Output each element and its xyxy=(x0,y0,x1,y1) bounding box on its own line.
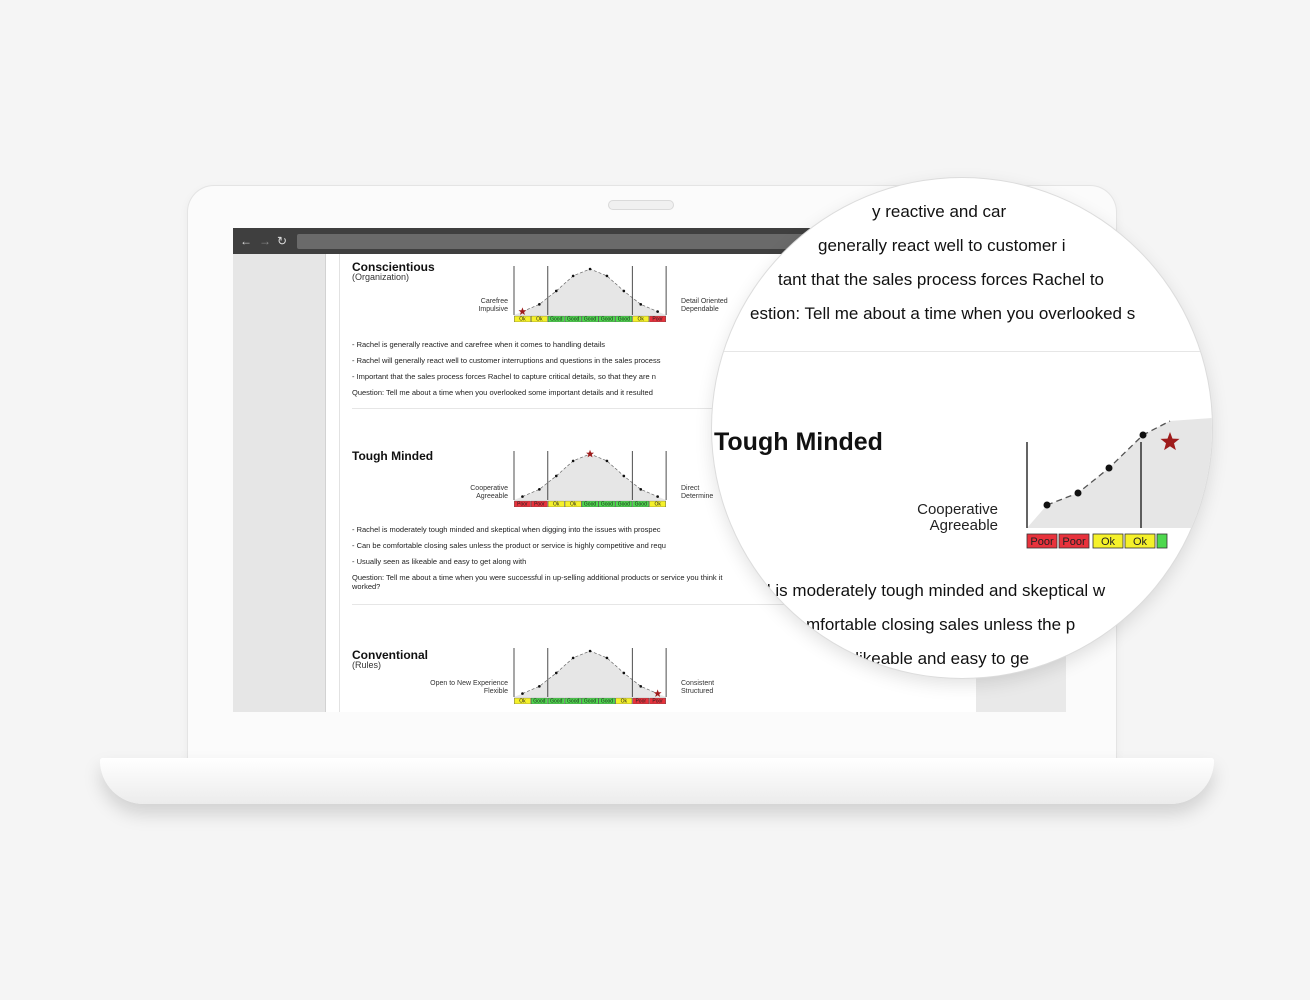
note-line: - Rachel is generally reactive and carefree when it comes to handling details xyxy=(352,340,606,349)
low-trait-label: Carefree Impulsive xyxy=(478,298,508,313)
rating-band-label: Poor xyxy=(652,698,663,704)
score-point xyxy=(521,692,524,695)
score-point xyxy=(639,685,642,688)
distribution-curve-fill xyxy=(514,269,666,315)
note-line: - Rachel will generally react well to customer interruptions and questions in the sales process xyxy=(352,356,661,365)
score-point xyxy=(606,657,609,660)
score-point xyxy=(589,650,592,653)
zoom-text-line: comfortable closing sales unless the p xyxy=(788,615,1076,634)
zoom-trait-chart xyxy=(1012,418,1212,558)
score-point xyxy=(623,672,626,675)
rating-band-label: Good xyxy=(600,316,614,322)
zoom-section-title: Tough Minded xyxy=(714,428,883,456)
score-point xyxy=(589,268,592,271)
rating-band-label: Poor xyxy=(635,698,647,704)
rating-band-label: Ok xyxy=(1100,536,1116,548)
rating-band-label: Poor xyxy=(1030,536,1054,548)
score-point xyxy=(538,488,541,491)
score-point xyxy=(656,495,659,498)
high-trait-label: Consistent Structured xyxy=(681,680,715,695)
score-point xyxy=(1044,502,1051,509)
rating-band-label: Good xyxy=(583,316,597,322)
note-line: - Important that the sales process forces Rachel to capture critical details, so that they are n xyxy=(352,372,656,381)
zoom-text-line: generally react well to customer i xyxy=(818,236,1066,255)
zoom-low-trait-label: Cooperative Agreeable xyxy=(917,501,998,534)
reload-icon[interactable]: ↻ xyxy=(277,234,288,248)
zoom-text-line: estion: Tell me about a time when you overlooked s xyxy=(750,304,1136,323)
section-subtitle: (Rules) xyxy=(352,660,382,670)
rating-band-label: Ok xyxy=(519,316,526,322)
trait-chart xyxy=(504,445,674,507)
score-point xyxy=(555,672,558,675)
rating-band-label: Good xyxy=(600,698,614,704)
rating-band-label: Good xyxy=(583,501,597,507)
interview-question: Question: Tell me about a time when you overlooked some important details and it resulted xyxy=(352,388,653,397)
rating-band-label: Good xyxy=(634,501,647,507)
rating-band-label: Good xyxy=(550,316,563,322)
rating-band-label: Good xyxy=(567,316,580,322)
forward-arrow-icon[interactable]: → xyxy=(259,234,271,248)
score-point xyxy=(623,290,626,293)
rating-band-label: Ok xyxy=(654,501,661,507)
rating-band-label: Poor xyxy=(534,501,545,507)
score-point xyxy=(606,460,609,463)
section-title: Conventional xyxy=(352,648,429,662)
rating-band xyxy=(1157,534,1167,548)
rating-band-label: Ok xyxy=(620,698,628,704)
low-trait-label: Cooperative Agreeable xyxy=(470,485,508,500)
score-point xyxy=(572,460,575,463)
zoom-text-line: hel is moderately tough minded and skeptical w xyxy=(748,581,1106,600)
score-point xyxy=(555,475,558,478)
section-title: Tough Minded xyxy=(352,449,434,463)
note-line: - Usually seen as likeable and easy to get along with xyxy=(352,557,527,566)
rating-band-label: Good xyxy=(567,698,580,704)
rating-band-label: Ok xyxy=(637,316,644,322)
rating-band-label: Ok xyxy=(519,698,526,704)
section-title: Conscientious xyxy=(352,260,435,274)
score-point xyxy=(572,275,575,278)
score-point xyxy=(639,303,642,306)
camera-notch xyxy=(608,200,674,210)
score-point xyxy=(1140,432,1147,439)
distribution-curve-fill xyxy=(514,651,666,697)
rating-band-label: Good xyxy=(617,316,630,322)
rating-band-label: Good xyxy=(533,698,546,704)
score-point xyxy=(572,657,575,660)
zoom-divider xyxy=(712,351,1212,352)
rating-band-label: Ok xyxy=(569,501,577,507)
trait-chart xyxy=(504,642,674,704)
trait-chart xyxy=(504,260,674,322)
back-arrow-icon[interactable]: ← xyxy=(240,234,252,248)
left-sidebar xyxy=(233,254,326,712)
score-point xyxy=(623,475,626,478)
score-point xyxy=(538,303,541,306)
high-trait-label: Detail Oriented Dependable xyxy=(681,298,728,313)
score-point xyxy=(656,310,659,313)
distribution-curve-fill xyxy=(514,454,666,500)
score-point xyxy=(1106,465,1113,472)
score-point xyxy=(606,275,609,278)
high-trait-label: Direct Determine xyxy=(681,485,714,500)
low-trait-label: Open to New Experience Flexible xyxy=(430,680,508,695)
score-point xyxy=(538,685,541,688)
rating-band-label: Poor xyxy=(652,316,663,322)
rating-band-label: Good xyxy=(550,698,563,704)
interview-question: Question: Tell me about a time when you were successful in up-selling additional products or service you think it worked? xyxy=(352,573,723,591)
rating-band-label: Good xyxy=(600,501,614,507)
score-point xyxy=(521,495,524,498)
rating-band-label: Poor xyxy=(517,501,528,507)
zoom-text-line: y reactive and car xyxy=(872,202,1007,221)
note-line: - Rachel is moderately tough minded and skeptical when digging into the issues with prospec xyxy=(352,525,661,534)
zoom-text-line: tant that the sales process forces Rachel to xyxy=(778,270,1105,289)
rating-band-label: Ok xyxy=(1132,536,1148,548)
rating-band-label: Ok xyxy=(553,501,560,507)
note-line: - Can be comfortable closing sales unless the product or service is highly competitive and requ xyxy=(352,541,666,550)
section-subtitle: (Organization) xyxy=(352,272,410,282)
rating-band-label: Ok xyxy=(536,316,543,322)
rating-band-label: Good xyxy=(583,698,597,704)
magnifier-lens xyxy=(712,178,1212,678)
laptop-base xyxy=(100,758,1214,804)
rating-band-label: Poor xyxy=(1062,536,1086,548)
score-point xyxy=(1075,490,1082,497)
score-point xyxy=(555,290,558,293)
zoom-text-line: y likeable and easy to ge xyxy=(842,649,1030,668)
distribution-curve-fill xyxy=(1027,418,1212,528)
score-point xyxy=(639,488,642,491)
rating-band-label: Good xyxy=(617,501,630,507)
